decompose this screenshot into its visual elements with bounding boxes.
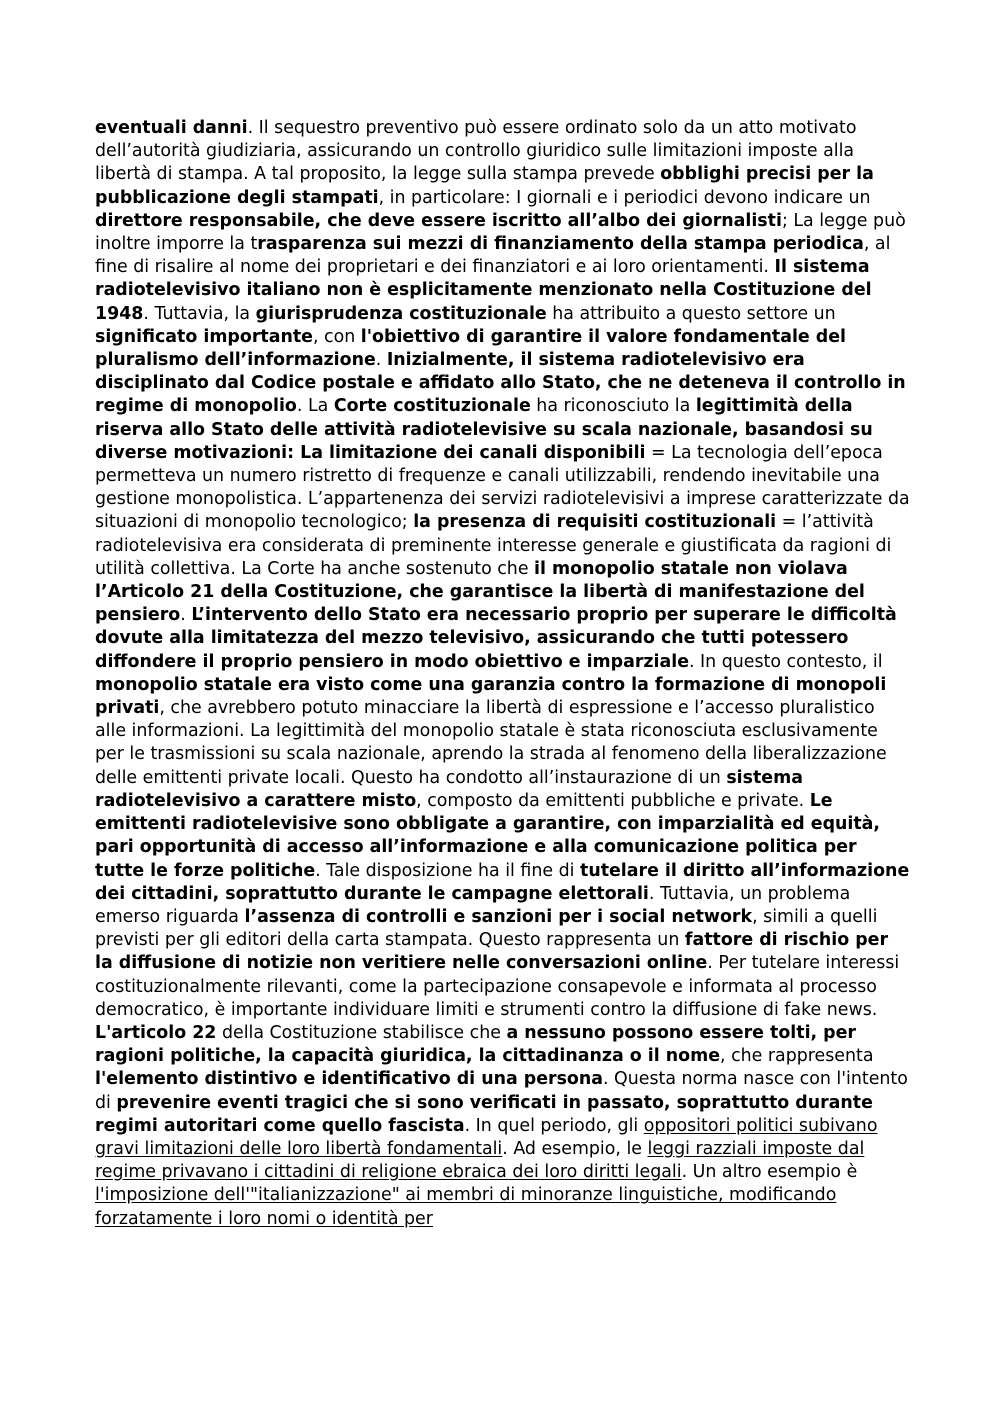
text-run: ha riconosciuto la bbox=[530, 396, 696, 417]
text-run: . Tuttavia, un problema emerso riguarda bbox=[95, 883, 851, 927]
bold-text: l’assenza di controlli e sanzioni per i social network bbox=[244, 906, 753, 927]
text-run: ; La legge può inoltre imporre la t bbox=[95, 210, 906, 255]
text-run: . Questa norma nasce con l'intento di bbox=[95, 1069, 908, 1113]
text-run: = l’attività radiotelevisiva era considerata di preminente interesse generale e giustificata da ragioni di utilità collettiva. La Corte ha anche sostenuto che bbox=[95, 512, 892, 579]
underlined-text: l'imposizione dell'"italianizzazione" ai membri di minoranze linguistiche, modificando forzatamente i loro nomi o identità per bbox=[95, 1185, 837, 1229]
bold-text: prevenire eventi tragici che si sono verificati in passato, soprattutto durante regimi autoritari come quello fascista bbox=[95, 1092, 873, 1136]
bold-text: il monopolio statale non violava l’Articolo 21 della Costituzione, che garantisce la libertà di manifestazione del pensiero bbox=[95, 558, 865, 626]
text-run: . Il sequestro preventivo può essere ordinato solo da un atto motivato dell’autorità giudiziaria, assicurando un controllo giuridico sulle limitazioni imposte alla libertà di stampa. A tal proposito, la legge sulla stampa prevede bbox=[95, 118, 857, 185]
text-run: = La tecnologia dell’epoca permetteva un numero ristretto di frequenze e canali utilizzabili, rendendo inevitabile una gestione monopolistica. L’appartenenza dei servizi radiotelevisivi a imprese caratterizzate da situazioni di monopolio tecnologico; bbox=[95, 442, 910, 533]
bold-text: legittimità della riserva allo Stato delle attività radiotelevisive su scala nazionale, basandosi su diverse motivazioni: La limitazione dei canali disponibili bbox=[95, 396, 873, 463]
text-run: della Costituzione stabilisce che bbox=[216, 1022, 507, 1043]
text-run: . Per tutelare interessi costituzionalmente rilevanti, come la partecipazione consapevole e informata al processo democratico, è importante individuare limiti e strumenti contro la diffusione di fake news. bbox=[95, 953, 900, 1020]
bold-text: giurisprudenza costituzionale bbox=[255, 303, 547, 324]
text-run: , al fine di risalire al nome dei proprietari e dei finanziatori e ai loro orientamenti. bbox=[95, 234, 891, 278]
text-run: . La bbox=[296, 396, 334, 417]
bold-text: l'obiettivo di garantire il valore fondamentale del pluralismo dell’informazione bbox=[95, 326, 846, 371]
bold-text: eventuali danni bbox=[95, 118, 248, 138]
underlined-text: oppositori politici subivano gravi limitazioni delle loro libertà fondamentali bbox=[95, 1115, 878, 1159]
text-run: . Tuttavia, la bbox=[143, 303, 256, 324]
text-run: , in particolare: I giornali e i periodici devono indicare un bbox=[378, 187, 871, 208]
bold-text: fattore di rischio per la diffusione di notizie non veritiere nelle conversazioni online bbox=[95, 930, 889, 974]
text-run: . Tale disposizione ha il fine di bbox=[315, 860, 580, 881]
text-run: ha attribuito a questo settore un bbox=[546, 303, 836, 324]
bold-text: rasparenza sui mezzi di finanziamento della stampa periodica bbox=[257, 234, 864, 255]
text-run: . In questo contesto, il bbox=[689, 651, 883, 672]
text-run: . In quel periodo, gli bbox=[464, 1115, 644, 1136]
text-run: . bbox=[180, 605, 192, 626]
bold-text: a nessuno possono essere tolti, per ragioni politiche, la capacità giuridica, la cittadinanza o il nome bbox=[95, 1022, 857, 1067]
text-run: , che avrebbero potuto minacciare la libertà di espressione e l’accesso pluralistico alle informazioni. La legittimità del monopolio statale è stata riconosciuta esclusivamente per le trasmissioni su scala nazionale, aprendo la strada al fenomeno della liberalizzazione delle emittenti private locali. Questo ha condotto all’instaurazione di un bbox=[95, 698, 887, 788]
text-run: . Un altro esempio è bbox=[681, 1162, 858, 1183]
paragraph bbox=[95, 117, 910, 1022]
bold-text: Corte costituzionale bbox=[333, 396, 531, 417]
bold-text: la presenza di requisiti costituzionali bbox=[413, 512, 777, 533]
bold-text: obblighi precisi per la pubblicazione degli stampati bbox=[95, 164, 874, 208]
text-run: , composto da emittenti pubbliche e private. bbox=[416, 790, 810, 811]
text-run: , simili a quelli previsti per gli editori della carta stampata. Questo rappresenta un bbox=[95, 906, 878, 951]
bold-text: l'elemento distintivo e identificativo di una persona bbox=[95, 1069, 603, 1090]
bold-text: L’intervento dello Stato era necessario proprio per superare le difficoltà dovute alla limitatezza del mezzo televisivo, assicurando che tutti potessero diffondere il proprio pensiero in modo obiettivo e imparziale bbox=[95, 605, 897, 672]
bold-text: Inizialmente, il sistema radiotelevisivo era disciplinato dal Codice postale e affidato allo Stato, che ne deteneva il controllo in regime di monopolio bbox=[95, 350, 906, 417]
text-run: . Ad esempio, le bbox=[502, 1138, 648, 1159]
bold-text: tutelare il diritto all’informazione dei cittadini, soprattutto durante le campagne elettorali bbox=[95, 860, 910, 904]
text-run: , che rappresenta bbox=[720, 1046, 874, 1067]
document-page bbox=[95, 117, 910, 1231]
bold-text: L'articolo 22 bbox=[95, 1022, 217, 1043]
bold-text: direttore responsabile, che deve essere iscritto all’albo dei giornalisti bbox=[95, 210, 782, 231]
bold-text: significato importante bbox=[95, 326, 313, 347]
bold-text: Le emittenti radiotelevisive sono obbligate a garantire, con imparzialità ed equità, pari opportunità di accesso all’informazione e alla comunicazione politica per tutte le forze politiche bbox=[95, 790, 881, 881]
bold-text: Il sistema radiotelevisivo italiano non è esplicitamente menzionato nella Costituzione del 1948 bbox=[95, 257, 872, 324]
text-run: , con bbox=[312, 326, 361, 347]
paragraph bbox=[95, 1022, 910, 1231]
text-run: . bbox=[375, 350, 387, 371]
bold-text: sistema radiotelevisivo a carattere misto bbox=[95, 767, 803, 811]
bold-text: monopolio statale era visto come una garanzia contro la formazione di monopoli privati bbox=[95, 674, 887, 719]
underlined-text: leggi razziali imposte dal regime privavano i cittadini di religione ebraica dei loro diritti legali bbox=[95, 1138, 865, 1183]
